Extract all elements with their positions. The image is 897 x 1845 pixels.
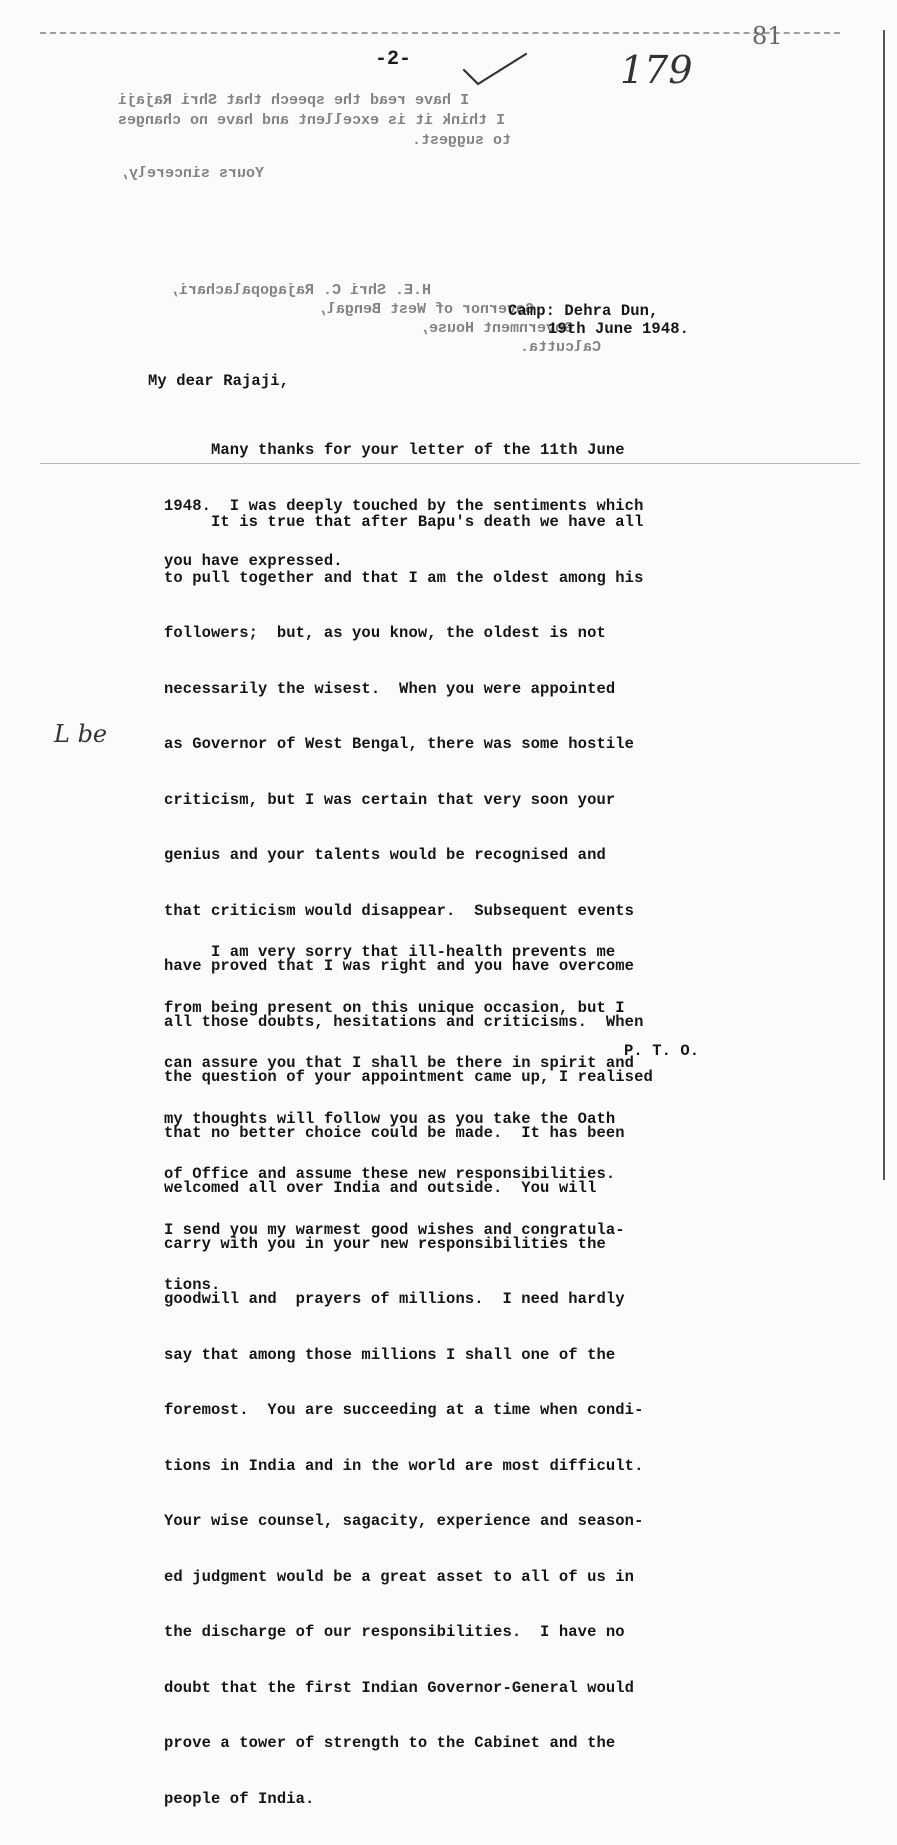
text-line: that no better choice could be made. It has been (164, 1123, 625, 1142)
text-line: carry with you in your new responsibilities the (164, 1234, 606, 1253)
text-line: my thoughts will follow you as you take the Oath (164, 1109, 616, 1128)
bleed-through-line: to suggest. (412, 132, 512, 149)
scan-edge-right (883, 30, 885, 1180)
text-line: 1948. I was deeply touched by the sentiments which (164, 496, 644, 515)
paragraph-3 (164, 906, 634, 1332)
text-line: as Governor of West Bengal, there was some hostile (164, 735, 635, 753)
letter-place: Camp: Dehra Dun, (508, 302, 659, 320)
bleed-through-line: I have read the speech that Shri Rajaji (118, 92, 470, 109)
text-line: tions in India and in the world are most difficult. (164, 1456, 644, 1475)
check-mark-icon (460, 50, 530, 90)
text-line: I am very sorry that ill-health prevents me (164, 943, 616, 961)
text-line: necessarily the wisest. When you were appointed (164, 679, 616, 698)
bleed-through-address: Calcutta. (520, 339, 602, 356)
text-line: all those doubts, hesitations and criticisms. When (164, 1012, 644, 1031)
text-line: It is true that after Bapu's death we have all (164, 513, 644, 531)
text-line: Your wise counsel, sagacity, experience and season- (164, 1512, 644, 1530)
text-line: doubt that the first Indian Governor-General would (164, 1678, 635, 1697)
text-line: of Office and assume these new responsibilities. (164, 1165, 616, 1183)
bleed-through-address: H.E. Shri C. Rajagopalachari, (170, 282, 432, 299)
text-line: Many thanks for your letter of the 11th June (164, 441, 625, 459)
handwritten-folio-number: 179 (620, 48, 693, 92)
text-line: genius and your talents would be recognised and (164, 846, 606, 864)
bleed-through-address: Governor of West Bengal, (318, 301, 535, 318)
text-line: can assure you that I shall be there in spirit and (164, 1054, 635, 1072)
text-line: ed judgment would be a great asset to all of us in (164, 1567, 635, 1586)
text-line: criticism, but I was certain that very soon your (164, 790, 616, 809)
text-line: followers; but, as you know, the oldest is not (164, 624, 606, 642)
text-line: to pull together and that I am the oldest among his (164, 568, 644, 587)
page-number: -2- (375, 48, 412, 71)
text-line: people of India. (164, 1789, 315, 1808)
handwritten-corner-number: 81 (752, 22, 783, 50)
text-line: that criticism would disappear. Subsequent events (164, 901, 635, 920)
scan-edge-top (40, 32, 840, 35)
text-line: foremost. You are succeeding at a time when condi- (164, 1401, 644, 1419)
handwritten-margin-note: L be (54, 720, 108, 748)
text-line: prove a tower of strength to the Cabinet and the (164, 1734, 616, 1752)
text-line: the discharge of our responsibilities. I have no (164, 1623, 625, 1641)
text-line: from being present on this unique occasion, but I (164, 998, 625, 1017)
bleed-through-line: I think it is excellent and have no changes (118, 112, 506, 129)
bleed-through-closing: Yours sincerely, (120, 165, 265, 182)
text-line: have proved that I was right and you have overcome (164, 957, 635, 975)
letter-date: 19th June 1948. (548, 320, 690, 338)
bleed-through-address: Government House, (420, 320, 574, 337)
page-turn-note: P. T. O. (624, 1042, 700, 1060)
text-line: welcomed all over India and outside. You will (164, 1179, 597, 1197)
text-line: say that among those millions I shall one of the (164, 1345, 616, 1364)
text-line: goodwill and prayers of millions. I need hardly (164, 1290, 625, 1308)
salutation: My dear Rajaji, (148, 372, 290, 390)
text-line: the question of your appointment came up, I realised (164, 1068, 653, 1086)
text-line: tions. (164, 1276, 221, 1294)
text-line: I send you my warmest good wishes and congratula- (164, 1220, 625, 1239)
text-line: you have expressed. (164, 552, 343, 570)
